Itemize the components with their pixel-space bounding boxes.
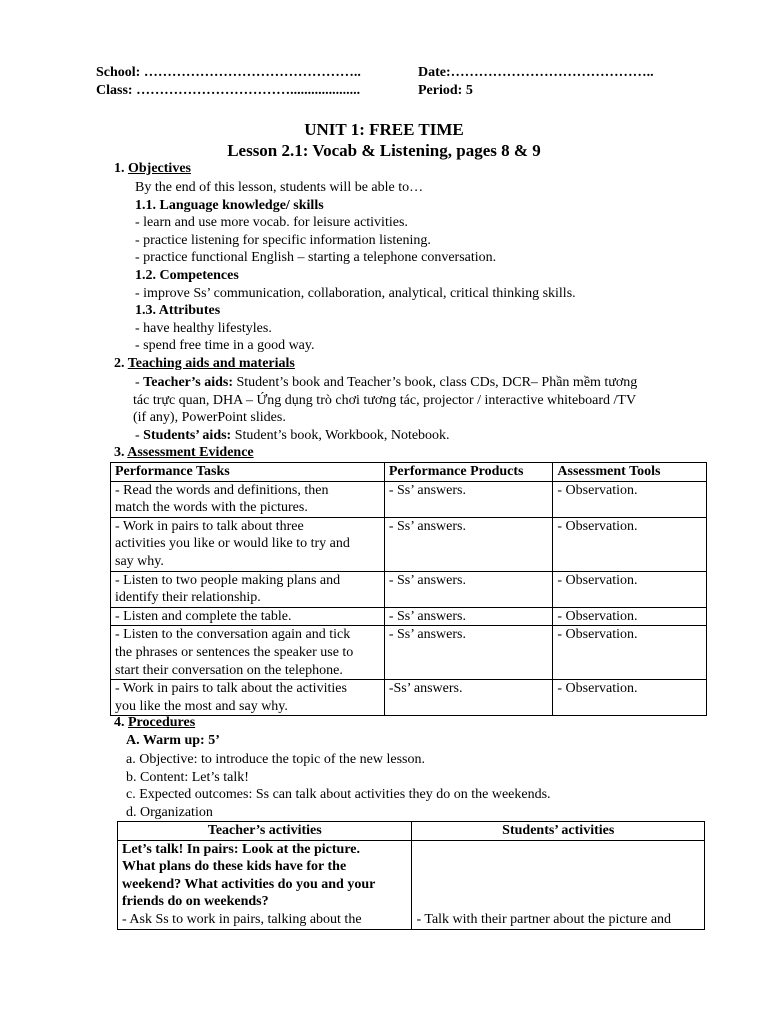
assessment-title: Assessment Evidence — [127, 445, 254, 460]
tool-cell: - Observation. — [553, 626, 707, 680]
objectives-intro: By the end of this lesson, students will be able to… — [135, 180, 424, 195]
student-activity-cell — [412, 840, 705, 929]
activity-bold-line: weekend? What activities do you and your — [122, 876, 376, 892]
product-cell: - Ss’ answers. — [384, 626, 553, 680]
task-line: - Listen and complete the table. — [115, 608, 292, 624]
objective-bullet: - practice listening for specific information listening. — [135, 232, 431, 248]
task-line: start their conversation on the telephone. — [115, 662, 343, 678]
tool-cell: - Observation. — [553, 607, 707, 626]
objectives-num: 1. — [114, 161, 125, 176]
task-line: the phrases or sentences the speaker use to — [115, 644, 354, 660]
assessment-header-row — [111, 463, 707, 482]
student-activity-line: - Talk with their partner about the picture and — [416, 911, 672, 927]
task-line: - Listen to the conversation again and tick — [115, 627, 351, 643]
task-cell — [111, 481, 385, 517]
objective-bullet: - improve Ss’ communication, collaboration, analytical, critical thinking skills. — [135, 285, 576, 301]
teacher-aids-text: Student’s book and Teacher’s book, class CDs, DCR– Phần mềm tương — [233, 375, 638, 390]
objectives-title: Objectives — [128, 161, 191, 176]
header-teacher-activities: Teacher’s activities — [118, 822, 412, 841]
product-cell: - Ss’ answers. — [384, 607, 553, 626]
header-students-activities: Students’ activities — [412, 822, 705, 841]
warmup-content: b. Content: Let’s talk! — [126, 769, 249, 785]
school-line — [96, 65, 361, 81]
table-row — [111, 626, 707, 680]
task-cell — [111, 517, 385, 571]
teacher-aids-cont: tác trực quan, DHA – Ứng dụng trò chơi tương tác, projector / interactive whiteboard /TV — [133, 392, 637, 408]
objective-bullet: - have healthy lifestyles. — [135, 320, 272, 336]
task-line: identify their relationship. — [115, 590, 261, 606]
school-blank: ……………………………………….. — [143, 65, 361, 80]
subsection-attributes: 1.3. Attributes — [135, 303, 221, 319]
table-row — [118, 840, 705, 929]
activity-bold-line: Let’s talk! In pairs: Look at the picture. — [122, 841, 360, 857]
task-line: - Work in pairs to talk about three — [115, 518, 304, 534]
header-assessment-tools: Assessment Tools — [553, 463, 707, 482]
teacher-activity-cell — [118, 840, 412, 929]
aids-title: Teaching aids and materials — [127, 356, 295, 371]
header-performance-products: Performance Products — [384, 463, 553, 482]
table-row — [111, 607, 707, 626]
objective-bullet: - learn and use more vocab. for leisure activities. — [135, 215, 408, 231]
teacher-aids-label: Teacher’s aids: — [143, 375, 233, 390]
objective-bullet: - practice functional English – starting a telephone conversation. — [135, 250, 497, 266]
task-cell — [111, 626, 385, 680]
product-cell: -Ss’ answers. — [384, 680, 553, 716]
header-performance-tasks: Performance Tasks — [111, 463, 385, 482]
aids-heading — [114, 356, 295, 372]
aids-num: 2. — [114, 356, 125, 371]
class-blank: …………………………….................... — [136, 83, 361, 98]
teacher-aids-cont: (if any), PowerPoint slides. — [133, 410, 286, 426]
date-label: Date: — [418, 65, 451, 80]
task-line: say why. — [115, 553, 164, 569]
class-label: Class: — [96, 83, 133, 98]
teacher-aids-line — [135, 374, 637, 392]
task-line: activities you like or would like to try and — [115, 536, 350, 552]
students-aids-label: Students’ aids: — [143, 427, 232, 443]
task-line: match the words with the pictures. — [115, 500, 308, 516]
unit-title: UNIT 1: FREE TIME — [304, 120, 464, 139]
tool-cell: - Observation. — [553, 571, 707, 607]
assessment-table — [110, 462, 707, 716]
teacher-activity-line: - Ask Ss to work in pairs, talking about the — [122, 911, 362, 927]
task-cell — [111, 607, 385, 626]
subsection-language: 1.1. Language knowledge/ skills — [135, 197, 324, 213]
task-line: - Work in pairs to talk about the activities — [115, 681, 347, 697]
warmup-objective: a. Objective: to introduce the topic of the new lesson. — [126, 752, 425, 767]
date-blank: …………………………………….. — [450, 65, 654, 80]
warmup-outcomes: c. Expected outcomes: Ss can talk about activities they do on the weekends. — [126, 787, 551, 803]
warmup-body — [126, 751, 726, 823]
activity-bold-line: friends do on weekends? — [122, 894, 269, 910]
task-cell — [111, 680, 385, 716]
period-text: Period: 5 — [418, 83, 473, 98]
objectives-heading — [114, 161, 191, 177]
warmup-heading: A. Warm up: 5’ — [126, 733, 220, 748]
assessment-num: 3. — [114, 445, 125, 460]
product-cell: - Ss’ answers. — [384, 571, 553, 607]
procedures-heading — [114, 715, 195, 731]
organization-header-row — [118, 822, 705, 841]
student-activity-spacer — [416, 841, 700, 911]
table-row — [111, 517, 707, 571]
warmup-organization: d. Organization — [126, 804, 213, 820]
tool-cell: - Observation. — [553, 517, 707, 571]
objective-bullet: - spend free time in a good way. — [135, 338, 315, 354]
teacher-aids-dash: - — [135, 375, 144, 390]
procedures-title: Procedures — [128, 715, 196, 730]
students-aids-line — [135, 427, 450, 445]
school-label: School: — [96, 65, 141, 80]
table-row — [111, 680, 707, 716]
objectives-body — [135, 179, 735, 359]
procedures-num: 4. — [114, 715, 125, 730]
students-aids-dash: - — [135, 427, 144, 443]
assessment-heading — [114, 445, 254, 461]
students-aids-text: Student’s book, Workbook, Notebook. — [231, 427, 450, 443]
product-cell: - Ss’ answers. — [384, 517, 553, 571]
aids-body — [135, 374, 735, 449]
tool-cell: - Observation. — [553, 481, 707, 517]
task-line: - Listen to two people making plans and — [115, 572, 341, 588]
lesson-title: Lesson 2.1: Vocab & Listening, pages 8 & 9 — [227, 141, 541, 160]
table-row — [111, 481, 707, 517]
table-row — [111, 571, 707, 607]
subsection-competences: 1.2. Competences — [135, 268, 239, 283]
task-line: you like the most and say why. — [115, 698, 288, 714]
tool-cell: - Observation. — [553, 680, 707, 716]
task-cell — [111, 571, 385, 607]
class-line — [96, 83, 360, 99]
product-cell: - Ss’ answers. — [384, 481, 553, 517]
date-line — [418, 65, 654, 81]
task-line: - Read the words and definitions, then — [115, 482, 329, 498]
organization-table — [117, 821, 705, 930]
activity-bold-line: What plans do these kids have for the — [122, 859, 347, 875]
